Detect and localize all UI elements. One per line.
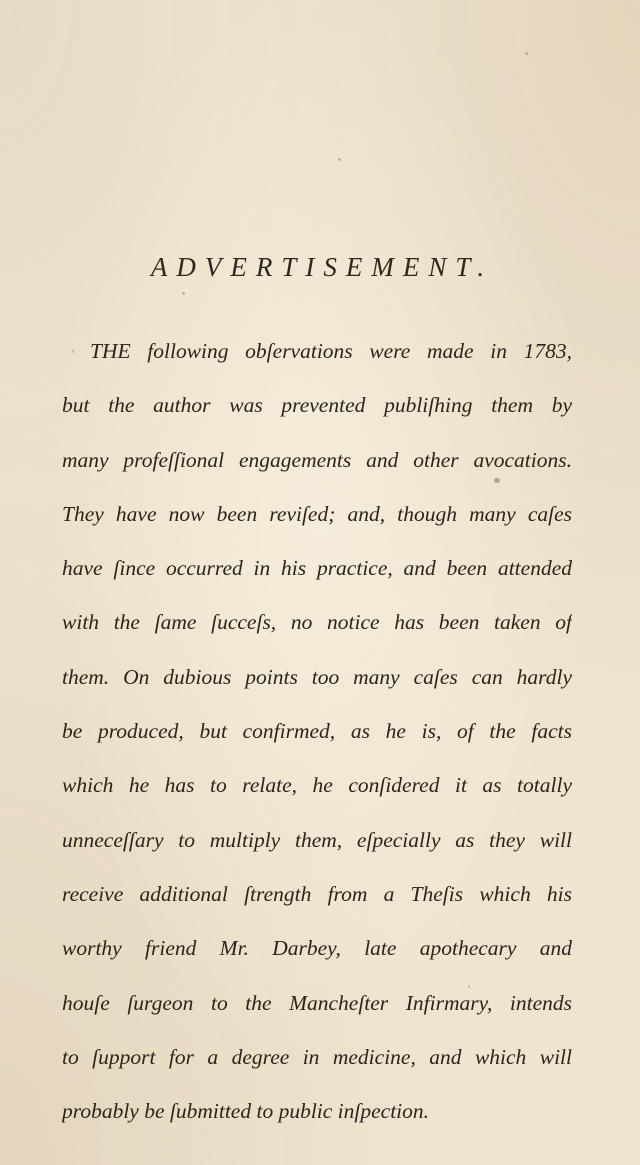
paragraph-line: which he has to relate, he conſidered it as totally bbox=[62, 773, 572, 798]
advertisement-paragraph bbox=[62, 324, 572, 1138]
paper-speck bbox=[182, 292, 185, 295]
paper-speck bbox=[468, 985, 470, 988]
paper-speck bbox=[525, 52, 528, 55]
paragraph-line: houſe ſurgeon to the Mancheſter Infirmary, intends bbox=[62, 990, 572, 1015]
paragraph-line: worthy friend Mr. Darbey, late apothecary and bbox=[62, 936, 572, 961]
paper-speck bbox=[338, 158, 341, 161]
paragraph-line: but the author was prevented publiſhing them by bbox=[62, 393, 572, 418]
paragraph-line: They have now been reviſed; and, though many caſes bbox=[62, 501, 572, 526]
paragraph-line: probably be ſubmitted to public inſpection. bbox=[62, 1099, 430, 1124]
paragraph-line: with the ſame ſucceſs, no notice has been taken of bbox=[62, 610, 572, 635]
paragraph-line: receive additional ſtrength from a Theſis which his bbox=[62, 881, 572, 906]
page-heading: ADVERTISEMENT. bbox=[150, 252, 494, 282]
paper-speck bbox=[72, 350, 74, 353]
paragraph-line: many profeſſional engagements and other avocations. bbox=[62, 447, 572, 472]
paragraph-line: be produced, but confirmed, as he is, of the facts bbox=[62, 719, 572, 744]
paper-speck bbox=[494, 478, 500, 483]
paragraph-line: have ſince occurred in his practice, and been attended bbox=[62, 556, 572, 581]
paragraph-line: unneceſſary to multiply them, eſpecially as they will bbox=[62, 827, 572, 852]
paragraph-line: THE following obſervations were made in 1783, bbox=[90, 339, 572, 363]
paragraph-line: them. On dubious points too many caſes can hardly bbox=[62, 664, 572, 689]
paragraph-line: to ſupport for a degree in medicine, and which will bbox=[62, 1044, 572, 1069]
